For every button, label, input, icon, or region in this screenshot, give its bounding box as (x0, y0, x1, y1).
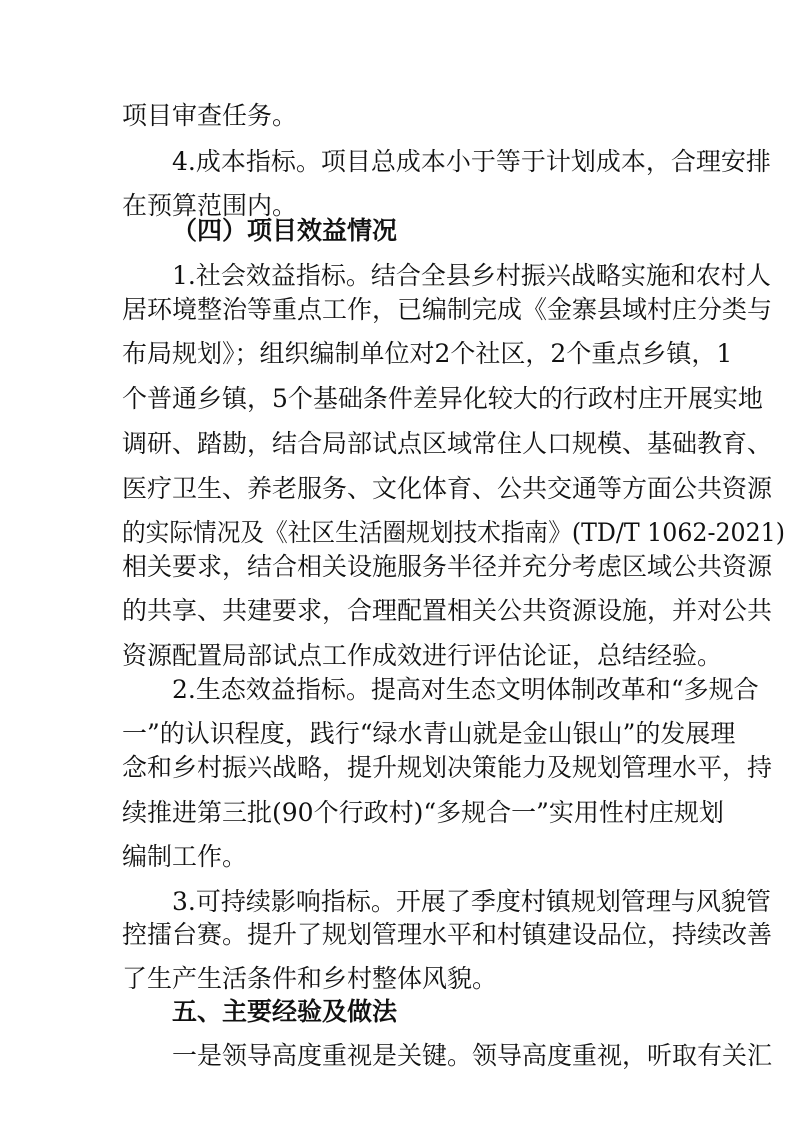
section-heading: （四）项目效益情况 (172, 216, 398, 245)
paragraph-line: 念和乡村振兴战略，提升规划决策能力及规划管理水平，持 (122, 753, 773, 782)
paragraph-line: 续推进第三批(90个行政村)“多规合一”实用性村庄规划 (122, 798, 724, 827)
paragraph-line: 控擂台赛。提升了规划管理水平和村镇建设品位，持续改善 (122, 920, 773, 949)
paragraph-line: 医疗卫生、养老服务、文化体育、公共交通等方面公共资源 (122, 474, 773, 503)
paragraph-line: 一是领导高度重视是关键。领导高度重视，听取有关汇 (172, 1041, 773, 1070)
paragraph-line: 相关要求，结合相关设施服务半径并充分考虑区域公共资源 (122, 552, 773, 581)
paragraph-line: 的共享、共建要求，合理配置相关公共资源设施，并对公共 (122, 596, 773, 625)
paragraph-line: 3.可持续影响指标。开展了季度村镇规划管理与风貌管 (172, 887, 771, 916)
paragraph-line: 项目审查任务。 (122, 101, 298, 130)
paragraph-line: 编制工作。 (122, 842, 248, 871)
paragraph-line: 一”的认识程度，践行“绿水青山就是金山银山”的发展理 (122, 719, 736, 748)
paragraph-line: 了生产生活条件和乡村整体风貌。 (122, 964, 498, 993)
paragraph-line: 1.社会效益指标。结合全县乡村振兴战略实施和农村人 (172, 261, 771, 290)
paragraph-line: 在预算范围内。 (122, 191, 298, 220)
paragraph-line: 的实际情况及《社区生活圈规划技术指南》(TD/T 1062-2021) (122, 518, 785, 547)
paragraph-line: 调研、踏勘，结合局部试点区域常住人口规模、基础教育、 (122, 429, 773, 458)
paragraph-line: 个普通乡镇，5个基础条件差异化较大的行政村庄开展实地 (122, 384, 763, 413)
paragraph-line: 4.成本指标。项目总成本小于等于计划成本，合理安排 (172, 147, 771, 176)
paragraph-line: 2.生态效益指标。提高对生态文明体制改革和“多规合 (172, 675, 759, 704)
paragraph-line: 资源配置局部试点工作成效进行评估论证，总结经验。 (122, 641, 723, 670)
paragraph-line: 布局规划》；组织编制单位对2个社区，2个重点乡镇，1 (122, 339, 733, 368)
paragraph-line: 居环境整治等重点工作，已编制完成《金寨县域村庄分类与 (122, 295, 773, 324)
section-heading: 五、主要经验及做法 (172, 997, 398, 1026)
